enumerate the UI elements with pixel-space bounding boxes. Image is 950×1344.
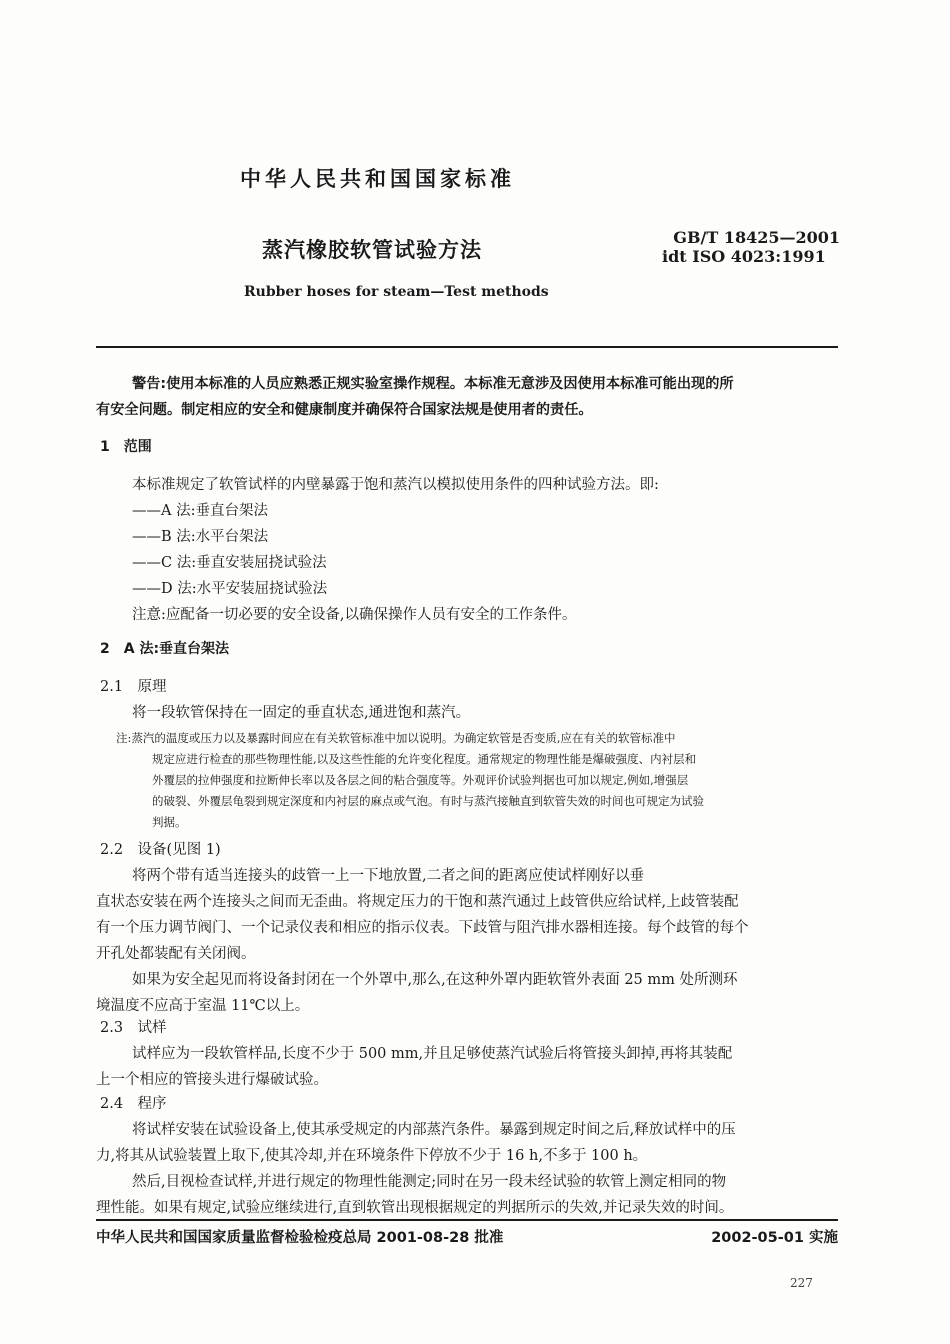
approval-line: 中华人民共和国国家质量监督检验检疫总局 2001-08-28 批准 xyxy=(96,1230,504,1246)
note-line-3: 外覆层的拉伸强度和拉断伸长率以及各层之间的粘合强度等。外观评价试验判据也可加以规定,例如,增强层 xyxy=(152,773,689,787)
implementation-date: 2002-05-01 实施 xyxy=(711,1230,838,1246)
s24-p1-line-1: 将试样安装在试验设备上,使其承受规定的内部蒸汽条件。暴露到规定时间之后,释放试样中的压 xyxy=(132,1122,736,1138)
footer-divider xyxy=(96,1219,838,1221)
national-standard-title: 中华人民共和国国家标准 xyxy=(240,167,515,191)
note-line-5: 判据。 xyxy=(152,815,187,829)
section-2-4-heading: 2.4 程序 xyxy=(100,1096,167,1112)
section-2-1-note xyxy=(116,728,846,833)
section-2-3-heading: 2.3 试样 xyxy=(100,1020,167,1036)
warning-label: 警告: xyxy=(132,376,167,392)
section-1-intro: 本标准规定了软管试样的内壁暴露于饱和蒸汽以模拟使用条件的四种试验方法。即: xyxy=(132,477,659,493)
s22-p1-line-3: 有一个压力调节阀门、一个记录仪表和相应的指示仪表。下歧管与阻汽排水器相连接。每个歧管的每个 xyxy=(96,920,749,936)
s24-p1-line-2: 力,将其从试验装置上取下,使其冷却,并在环境条件下停放不少于 16 h,不多于 100 h。 xyxy=(96,1148,648,1164)
s22-p1-line-2: 直状态安装在两个连接头之间而无歪曲。将规定压力的干饱和蒸汽通过上歧管供应给试样,上歧管装配 xyxy=(96,894,739,910)
standard-title: 蒸汽橡胶软管试验方法 xyxy=(262,238,482,262)
s24-p2-line-1: 然后,目视检查试样,并进行规定的物理性能测定;同时在另一段未经试验的软管上测定相同的物 xyxy=(132,1174,727,1190)
method-a: ——A 法:垂直台架法 xyxy=(132,503,268,519)
section-2-3-body xyxy=(96,1041,841,1093)
section-2-2-body xyxy=(96,863,841,1019)
s24-p2-line-2: 理性能。如果有规定,试验应继续进行,直到软管出现根据规定的判据所示的失效,并记录失效的时间。 xyxy=(96,1200,734,1216)
s23-line-2: 上一个相应的管接头进行爆破试验。 xyxy=(96,1072,328,1088)
header-divider xyxy=(96,346,838,348)
s22-p1-line-1: 将两个带有适当连接头的歧管一上一下地放置,二者之间的距离应使试样刚好以垂 xyxy=(132,868,645,884)
section-2-1-text: 将一段软管保持在一固定的垂直状态,通进饱和蒸汽。 xyxy=(132,705,471,721)
section-2-2-heading: 2.2 设备(见图 1) xyxy=(100,842,221,858)
warning-line-1: 使用本标准的人员应熟悉正规实验室操作规程。本标准无意涉及因使用本标准可能出现的所 xyxy=(166,376,734,392)
section-2-heading: 2 A 法:垂直台架法 xyxy=(100,641,230,657)
section-1-heading: 1 范围 xyxy=(100,439,152,455)
method-c: ——C 法:垂直安装屈挠试验法 xyxy=(132,555,327,571)
standard-code: GB/T 18425—2001 xyxy=(673,228,840,247)
warning-block xyxy=(96,371,841,423)
method-d: ——D 法:水平安装屈挠试验法 xyxy=(132,581,328,597)
warning-line-2: 有安全问题。制定相应的安全和健康制度并确保符合国家法规是使用者的责任。 xyxy=(96,402,593,418)
s22-p2-line-2: 境温度不应高于室温 11℃以上。 xyxy=(96,998,310,1014)
section-1-body xyxy=(132,472,842,628)
section-2-4-body xyxy=(96,1117,841,1221)
section-1-safety-note: 注意:应配备一切必要的安全设备,以确保操作人员有安全的工作条件。 xyxy=(132,607,577,623)
method-b: ——B 法:水平台架法 xyxy=(132,529,269,545)
iso-equivalent-code: idt ISO 4023:1991 xyxy=(662,247,826,266)
note-line-1: 注:蒸汽的温度或压力以及暴露时间应在有关软管标准中加以说明。为确定软管是否变质,应在有关的软管标准中 xyxy=(116,731,676,745)
note-line-2: 规定应进行检查的那些物理性能,以及这些性能的允许变化程度。通常规定的物理性能是爆破强度、内衬层和 xyxy=(152,752,697,766)
s23-line-1: 试样应为一段软管样品,长度不少于 500 mm,并且足够使蒸汽试验后将管接头卸掉,再将其装配 xyxy=(132,1046,733,1062)
section-2-1-heading: 2.1 原理 xyxy=(100,679,167,695)
page-number: 227 xyxy=(790,1276,813,1290)
s22-p2-line-1: 如果为安全起见而将设备封闭在一个外罩中,那么,在这种外罩内距软管外表面 25 mm 处所测环 xyxy=(132,972,738,988)
note-line-4: 的破裂、外覆层龟裂到规定深度和内衬层的麻点或气泡。有时与蒸汽接触直到软管失效的时间也可规定为试验 xyxy=(152,794,704,808)
standard-code-block xyxy=(662,228,840,266)
english-title: Rubber hoses for steam—Test methods xyxy=(244,284,549,300)
s22-p1-line-4: 开孔处都装配有关闭阀。 xyxy=(96,946,256,962)
